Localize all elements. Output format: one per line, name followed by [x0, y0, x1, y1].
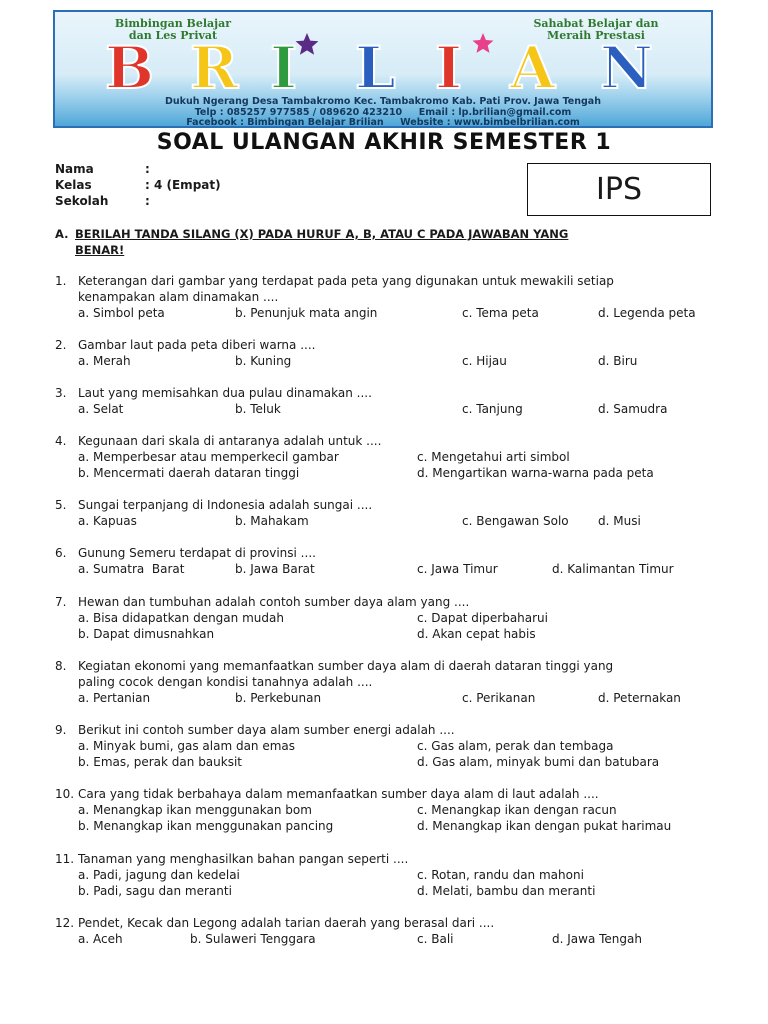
kelas-label: Kelas: [55, 178, 92, 192]
answer-options-row: [55, 513, 720, 529]
answer-option[interactable]: d. Gas alam, minyak bumi dan batubara: [417, 755, 660, 769]
answer-option[interactable]: a. Menangkap ikan menggunakan bom: [78, 803, 312, 817]
answer-option[interactable]: a. Pertanian: [78, 691, 151, 705]
brand-letter: L: [355, 34, 396, 94]
question-item: [55, 545, 720, 577]
answer-option[interactable]: b. Mencermati daerah dataran tinggi: [78, 466, 300, 480]
question-item: [55, 658, 720, 706]
question-number: 9.: [55, 723, 67, 737]
answer-options-row: [55, 561, 720, 577]
banner-tagline-left: Bimbingan Belajar dan Les Privat: [114, 17, 232, 42]
question-text: paling cocok dengan kondisi tanahnya adalah ....: [78, 675, 373, 689]
answer-option[interactable]: a. Merah: [78, 354, 131, 368]
question-text: Keterangan dari gambar yang terdapat pada peta yang digunakan untuk mewakili setiap: [78, 274, 614, 288]
question-stem: [55, 337, 720, 353]
question-item: [55, 851, 720, 899]
answer-options-row: [55, 305, 720, 321]
banner-address: Dukuh Ngerang Desa Tambakromo Kec. Tambakromo Kab. Pati Prov. Jawa Tengah: [165, 96, 601, 107]
answer-option[interactable]: a. Selat: [78, 402, 124, 416]
answer-options-row: [55, 738, 720, 754]
answer-option[interactable]: c. Bali: [417, 932, 454, 946]
answer-options-row: [55, 802, 720, 818]
answer-option[interactable]: a. Aceh: [78, 932, 123, 946]
question-item: [55, 433, 720, 481]
question-stem: [55, 273, 720, 305]
question-stem: [55, 433, 720, 449]
answer-options-row: [55, 754, 720, 770]
answer-options-row: [55, 883, 720, 899]
answer-option[interactable]: d. Biru: [598, 354, 638, 368]
question-number: 12.: [55, 916, 75, 930]
answer-option[interactable]: a. Memperbesar atau memperkecil gambar: [78, 450, 339, 464]
header-banner: [53, 10, 713, 128]
question-text: Kegiatan ekonomi yang memanfaatkan sumber daya alam di daerah dataran tinggi yang: [78, 659, 614, 673]
question-number: 11.: [55, 852, 75, 866]
kelas-value: : 4 (Empat): [145, 178, 221, 192]
answer-option[interactable]: c. Bengawan Solo: [462, 514, 569, 528]
answer-option[interactable]: d. Peternakan: [598, 691, 681, 705]
question-number: 8.: [55, 659, 67, 673]
question-stem: [55, 915, 720, 931]
instruction-line-1: BERILAH TANDA SILANG (X) PADA HURUF A, B, ATAU C PADA JAWABAN YANG: [75, 227, 569, 241]
banner-contact: Telp : 085257 977585 / 089620 423210 Email : lp.brilian@gmail.com: [194, 107, 572, 118]
banner-tagline-right: Sahabat Belajar dan Meraih Prestasi: [533, 17, 659, 42]
question-number: 6.: [55, 546, 67, 560]
question-item: [55, 722, 720, 770]
question-text: Laut yang memisahkan dua pulau dinamakan ....: [78, 386, 372, 400]
identity-row-kelas: [55, 177, 221, 193]
question-text: Cara yang tidak berbahaya dalam memanfaatkan sumber daya alam di laut adalah ....: [78, 787, 599, 801]
answer-option[interactable]: c. Menangkap ikan dengan racun: [417, 803, 617, 817]
question-number: 4.: [55, 434, 67, 448]
question-item: [55, 594, 720, 642]
student-identity: [55, 161, 221, 209]
answer-option[interactable]: d. Musi: [598, 514, 641, 528]
question-item: [55, 915, 720, 947]
question-number: 1.: [55, 274, 67, 288]
answer-option[interactable]: c. Jawa Timur: [417, 562, 498, 576]
identity-row-nama: [55, 161, 221, 177]
answer-option[interactable]: b. Padi, sagu dan meranti: [78, 884, 232, 898]
answer-option[interactable]: a. Padi, jagung dan kedelai: [78, 868, 240, 882]
answer-option[interactable]: d. Legenda peta: [598, 306, 696, 320]
question-text: Pendet, Kecak dan Legong adalah tarian daerah yang berasal dari ....: [78, 916, 495, 930]
question-text: Kegunaan dari skala di antaranya adalah untuk ....: [78, 434, 382, 448]
answer-option[interactable]: a. Minyak bumi, gas alam dan emas: [78, 739, 296, 753]
answer-option[interactable]: b. Teluk: [235, 402, 281, 416]
question-item: [55, 273, 720, 321]
answer-option[interactable]: a. Bisa didapatkan dengan mudah: [78, 611, 284, 625]
question-text: Hewan dan tumbuhan adalah contoh sumber daya alam yang ....: [78, 595, 470, 609]
question-item: [55, 786, 720, 834]
answer-option[interactable]: b. Penunjuk mata angin: [235, 306, 378, 320]
answer-option[interactable]: a. Simbol peta: [78, 306, 165, 320]
answer-options-row: [55, 465, 720, 481]
answer-option[interactable]: d. Kalimantan Timur: [552, 562, 674, 576]
answer-option[interactable]: c. Tanjung: [462, 402, 523, 416]
section-instruction: [55, 226, 685, 258]
answer-options-row: [55, 626, 720, 642]
question-number: 2.: [55, 338, 67, 352]
answer-option[interactable]: a. Sumatra Barat: [78, 562, 185, 576]
answer-option[interactable]: d. Jawa Tengah: [552, 932, 642, 946]
brand-logo: [55, 32, 711, 94]
answer-option[interactable]: c. Dapat diperbaharui: [417, 611, 548, 625]
question-number: 5.: [55, 498, 67, 512]
brand-letter: A: [510, 34, 556, 94]
answer-option[interactable]: c. Gas alam, perak dan tembaga: [417, 739, 614, 753]
answer-options-row: [55, 690, 720, 706]
star-icon: [296, 33, 319, 55]
answer-option[interactable]: b. Kuning: [235, 354, 292, 368]
question-item: [55, 497, 720, 529]
answer-option[interactable]: b. Perkebunan: [235, 691, 322, 705]
brand-letter: B: [105, 34, 155, 94]
answer-options-row: [55, 867, 720, 883]
answer-option[interactable]: d. Mengartikan warna-warna pada peta: [417, 466, 654, 480]
answer-option[interactable]: d. Akan cepat habis: [417, 627, 536, 641]
answer-option[interactable]: b. Emas, perak dan bauksit: [78, 755, 243, 769]
answer-options-row: [55, 401, 720, 417]
subject-box: IPS: [527, 163, 711, 216]
answer-options-row: [55, 610, 720, 626]
answer-option[interactable]: c. Mengetahui arti simbol: [417, 450, 570, 464]
question-text: Tanaman yang menghasilkan bahan pangan seperti ....: [78, 852, 409, 866]
question-text: Gambar laut pada peta diberi warna ....: [78, 338, 316, 352]
answer-option[interactable]: b. Menangkap ikan menggunakan pancing: [78, 819, 334, 833]
question-text: Berikut ini contoh sumber daya alam sumber energi adalah ....: [78, 723, 455, 737]
answer-option[interactable]: d. Samudra: [598, 402, 668, 416]
answer-option[interactable]: d. Menangkap ikan dengan pukat harimau: [417, 819, 672, 833]
answer-options-row: [55, 353, 720, 369]
answer-option[interactable]: d. Melati, bambu dan meranti: [417, 884, 596, 898]
brand-letter: I: [270, 34, 298, 94]
question-stem: [55, 722, 720, 738]
brand-letter: R: [190, 34, 239, 94]
question-number: 3.: [55, 386, 67, 400]
question-text: kenampakan alam dinamakan ....: [78, 290, 279, 304]
instruction-line-2: BENAR!: [75, 243, 125, 257]
question-number: 10.: [55, 787, 75, 801]
brand-wordmark: [55, 32, 713, 94]
question-stem: [55, 658, 720, 690]
sekolah-value: :: [145, 194, 150, 208]
question-stem: [55, 497, 720, 513]
answer-option[interactable]: b. Sulaweri Tenggara: [190, 932, 316, 946]
question-item: [55, 337, 720, 369]
star-icon: [473, 33, 494, 53]
brand-letter: N: [600, 34, 654, 94]
answer-option[interactable]: b. Mahakam: [235, 514, 309, 528]
banner-social: Facebook : Bimbingan Belajar Brilian Website : www.bimbelbrilian.com: [186, 117, 580, 128]
question-stem: [55, 851, 720, 867]
question-text: Sungai terpanjang di Indonesia adalah sungai ....: [78, 498, 373, 512]
answer-option[interactable]: c. Rotan, randu dan mahoni: [417, 868, 584, 882]
question-number: 7.: [55, 595, 67, 609]
question-stem: [55, 545, 720, 561]
answer-option[interactable]: c. Hijau: [462, 354, 507, 368]
answer-options-row: [55, 931, 720, 947]
answer-option[interactable]: b. Jawa Barat: [235, 562, 315, 576]
answer-options-row: [55, 818, 720, 834]
page-title: SOAL ULANGAN AKHIR SEMESTER 1: [156, 130, 612, 155]
question-text: Gunung Semeru terdapat di provinsi ....: [78, 546, 316, 560]
answer-options-row: [55, 449, 720, 465]
question-item: [55, 385, 720, 417]
answer-option[interactable]: a. Kapuas: [78, 514, 137, 528]
section-letter: A.: [55, 227, 69, 241]
identity-row-sekolah: [55, 193, 221, 209]
brand-letter: I: [435, 34, 463, 94]
question-stem: [55, 594, 720, 610]
answer-option[interactable]: b. Dapat dimusnahkan: [78, 627, 215, 641]
sekolah-label: Sekolah: [55, 194, 109, 208]
answer-option[interactable]: c. Perikanan: [462, 691, 536, 705]
nama-label: Nama: [55, 162, 94, 176]
nama-value: :: [145, 162, 150, 176]
answer-option[interactable]: c. Tema peta: [462, 306, 539, 320]
question-stem: [55, 385, 720, 401]
question-stem: [55, 786, 720, 802]
